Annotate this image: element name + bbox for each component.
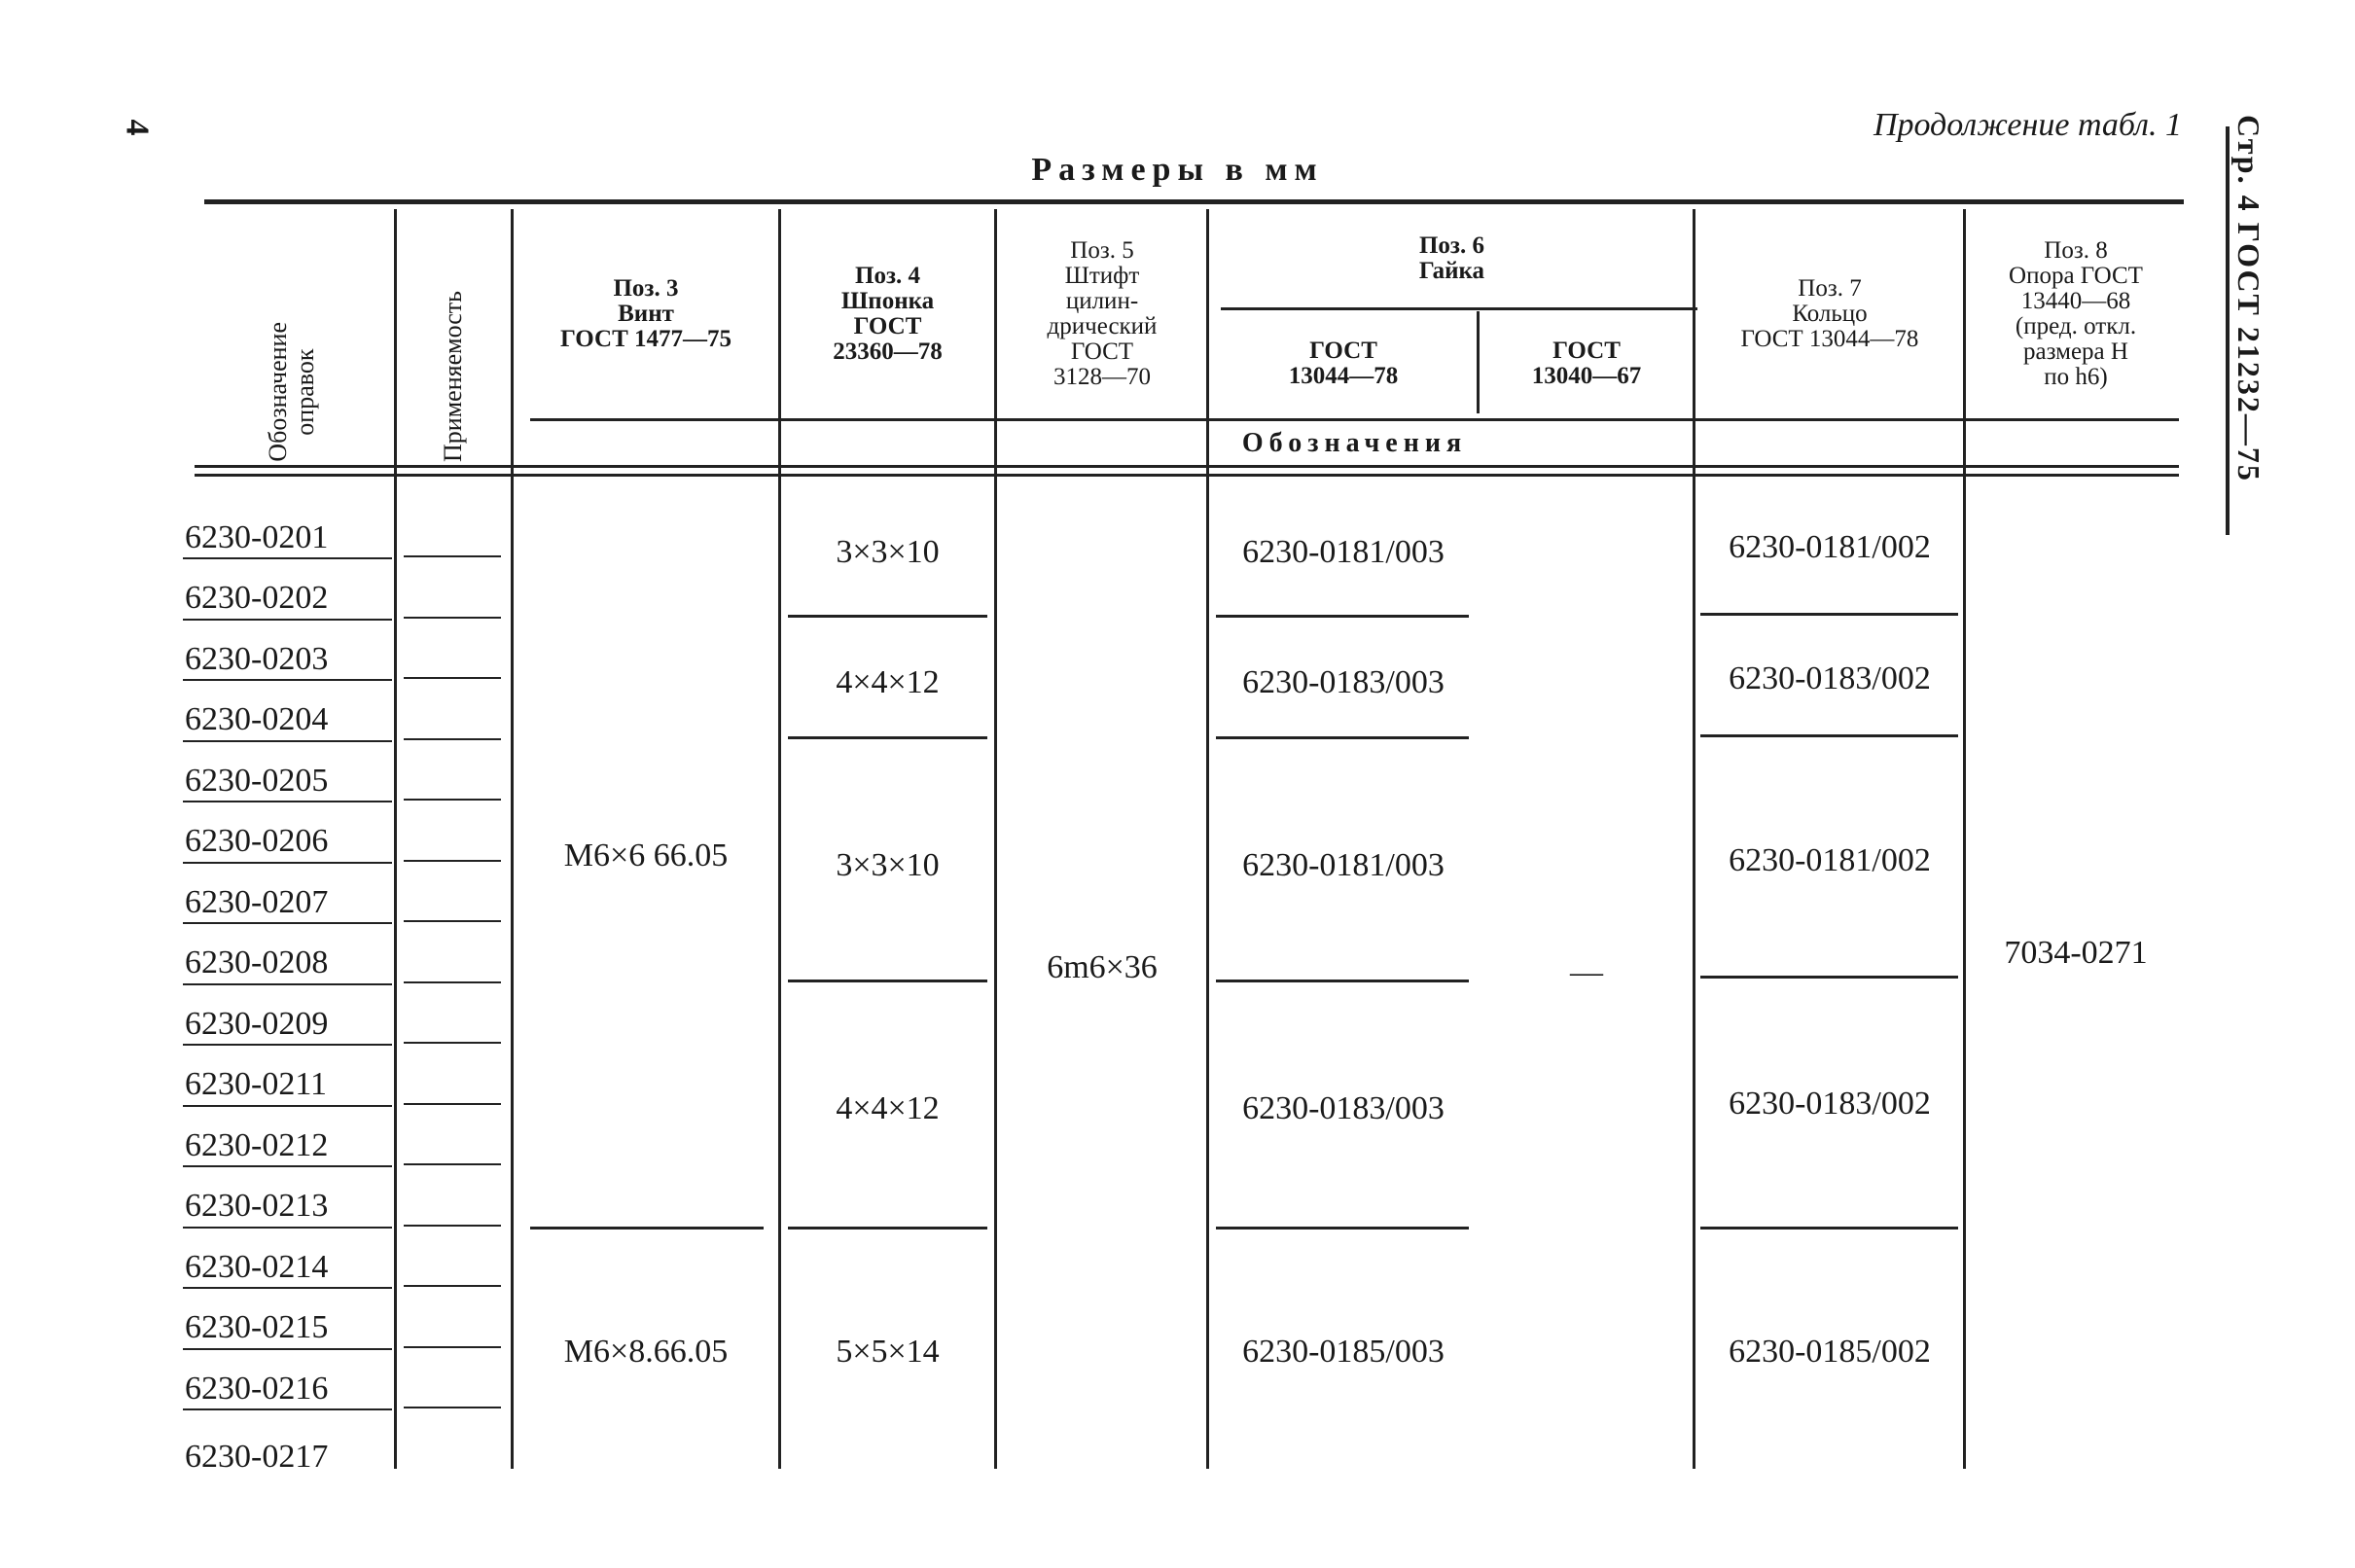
header-pos6: Поз. 6 Гайка xyxy=(1418,232,1485,284)
column-divider-6 xyxy=(1693,209,1695,1469)
applicability-dash xyxy=(404,738,501,740)
designation-cell: 6230-0207 xyxy=(185,884,329,920)
column-divider-2 xyxy=(511,209,514,1469)
pos7-value: 6230-0183/002 xyxy=(1729,1086,1931,1122)
pos5-value: 6m6×36 xyxy=(1047,949,1158,985)
units-caption: Размеры в мм xyxy=(1031,152,1324,188)
header-oboznacheniya: Обозначения xyxy=(1241,428,1468,458)
column-divider-3 xyxy=(778,209,781,1469)
group-rule-pos7 xyxy=(1700,976,1958,979)
group-rule-pos6 xyxy=(1216,615,1469,618)
column-divider-4 xyxy=(994,209,997,1469)
group-rule-pos3 xyxy=(530,1227,764,1229)
side-document-code: Стр. 4 ГОСТ 21232—75 xyxy=(2231,115,2266,482)
applicability-dash xyxy=(404,617,501,619)
header-pos4: Поз. 4 Шпонка ГОСТ 23360—78 xyxy=(833,262,943,365)
header-bottom-rule-1 xyxy=(195,465,2179,468)
page-number: 4 xyxy=(119,119,156,136)
header-designation: Обозначение оправок xyxy=(264,322,319,462)
applicability-dash xyxy=(404,1346,501,1348)
column-divider-1 xyxy=(394,209,397,1469)
header-applicability: Применяемость xyxy=(439,291,467,462)
pos4-value: 4×4×12 xyxy=(836,664,940,700)
group-rule-pos4 xyxy=(788,736,987,739)
pos7-value: 6230-0185/002 xyxy=(1729,1334,1931,1370)
applicability-dash xyxy=(404,920,501,922)
pos4-value: 5×5×14 xyxy=(836,1334,940,1370)
applicability-dash xyxy=(404,555,501,557)
pos6-gost13044-value: 6230-0181/003 xyxy=(1242,534,1445,570)
designation-cell: 6230-0215 xyxy=(185,1309,329,1345)
group-rule-pos7 xyxy=(1700,613,1958,616)
pos7-value: 6230-0181/002 xyxy=(1729,529,1931,565)
pos7-value: 6230-0183/002 xyxy=(1729,660,1931,696)
header-pos8: Поз. 8 Опора ГОСТ 13440—68 (пред. откл. размера Н по h6) xyxy=(2009,236,2143,390)
header-pos6-gost13044: ГОСТ 13044—78 xyxy=(1288,338,1399,389)
applicability-dash xyxy=(404,1285,501,1287)
pos3-value: М6×8.66.05 xyxy=(563,1334,729,1370)
designation-cell: 6230-0201 xyxy=(185,519,329,555)
designation-cell: 6230-0211 xyxy=(185,1066,328,1102)
designation-cell: 6230-0214 xyxy=(185,1249,329,1285)
group-rule-pos4 xyxy=(788,1227,987,1229)
group-rule-pos6 xyxy=(1216,1227,1469,1229)
group-rule-pos7 xyxy=(1700,1227,1958,1229)
designation-cell: 6230-0209 xyxy=(185,1006,329,1042)
applicability-dash xyxy=(404,1042,501,1044)
header-pos7: Поз. 7 Кольцо ГОСТ 13044—78 xyxy=(1740,274,1919,352)
pos6-gost13044-value: 6230-0181/003 xyxy=(1242,847,1445,883)
designation-cell: 6230-0216 xyxy=(185,1371,329,1407)
designation-cell: 6230-0213 xyxy=(185,1188,329,1224)
group-rule-pos7 xyxy=(1700,734,1958,737)
pos6-gost13040-value: — xyxy=(1570,954,1603,990)
header-pos3: Поз. 3 Винт ГОСТ 1477—75 xyxy=(559,274,731,352)
designation-cell: 6230-0203 xyxy=(185,641,329,677)
applicability-dash xyxy=(404,1407,501,1408)
group-rule-pos6 xyxy=(1216,736,1469,739)
pos6-gost13044-value: 6230-0183/003 xyxy=(1242,1090,1445,1126)
column-divider-7 xyxy=(1963,209,1966,1469)
column-divider-5 xyxy=(1206,209,1209,1469)
applicability-dash xyxy=(404,1225,501,1227)
group-rule-pos4 xyxy=(788,615,987,618)
header-pos6-gost13040: ГОСТ 13040—67 xyxy=(1531,338,1642,389)
applicability-dash xyxy=(404,799,501,801)
pos8-value: 7034-0271 xyxy=(2004,935,2148,971)
designation-cell: 6230-0217 xyxy=(185,1439,329,1475)
designation-cell: 6230-0212 xyxy=(185,1127,329,1163)
pos4-value: 4×4×12 xyxy=(836,1090,940,1126)
pos6-divider xyxy=(1221,307,1697,310)
table-top-rule xyxy=(204,199,2184,204)
pos6-gost13044-value: 6230-0185/003 xyxy=(1242,1334,1445,1370)
pos6-subdivider xyxy=(1477,311,1480,413)
pos6-gost13044-value: 6230-0183/003 xyxy=(1242,664,1445,700)
pos3-value: М6×6 66.05 xyxy=(563,837,729,873)
designation-cell: 6230-0206 xyxy=(185,823,329,859)
group-rule-pos6 xyxy=(1216,980,1469,982)
group-rule-pos4 xyxy=(788,980,987,982)
applicability-dash xyxy=(404,860,501,862)
designation-cell: 6230-0208 xyxy=(185,944,329,980)
applicability-dash xyxy=(404,1163,501,1165)
pos4-value: 3×3×10 xyxy=(836,534,940,570)
designation-cell: 6230-0205 xyxy=(185,763,329,799)
designation-cell: 6230-0202 xyxy=(185,580,329,616)
applicability-dash xyxy=(404,1103,501,1105)
continuation-title: Продолжение табл. 1 xyxy=(1873,107,2182,143)
applicability-dash xyxy=(404,981,501,983)
designation-cell: 6230-0204 xyxy=(185,701,329,737)
applicability-dash xyxy=(404,677,501,679)
header-bottom-rule-2 xyxy=(195,474,2179,477)
pos7-value: 6230-0181/002 xyxy=(1729,842,1931,878)
pos4-value: 3×3×10 xyxy=(836,847,940,883)
header-pos5: Поз. 5 Штифт цилин- дрический ГОСТ 3128—70 xyxy=(1047,236,1158,390)
